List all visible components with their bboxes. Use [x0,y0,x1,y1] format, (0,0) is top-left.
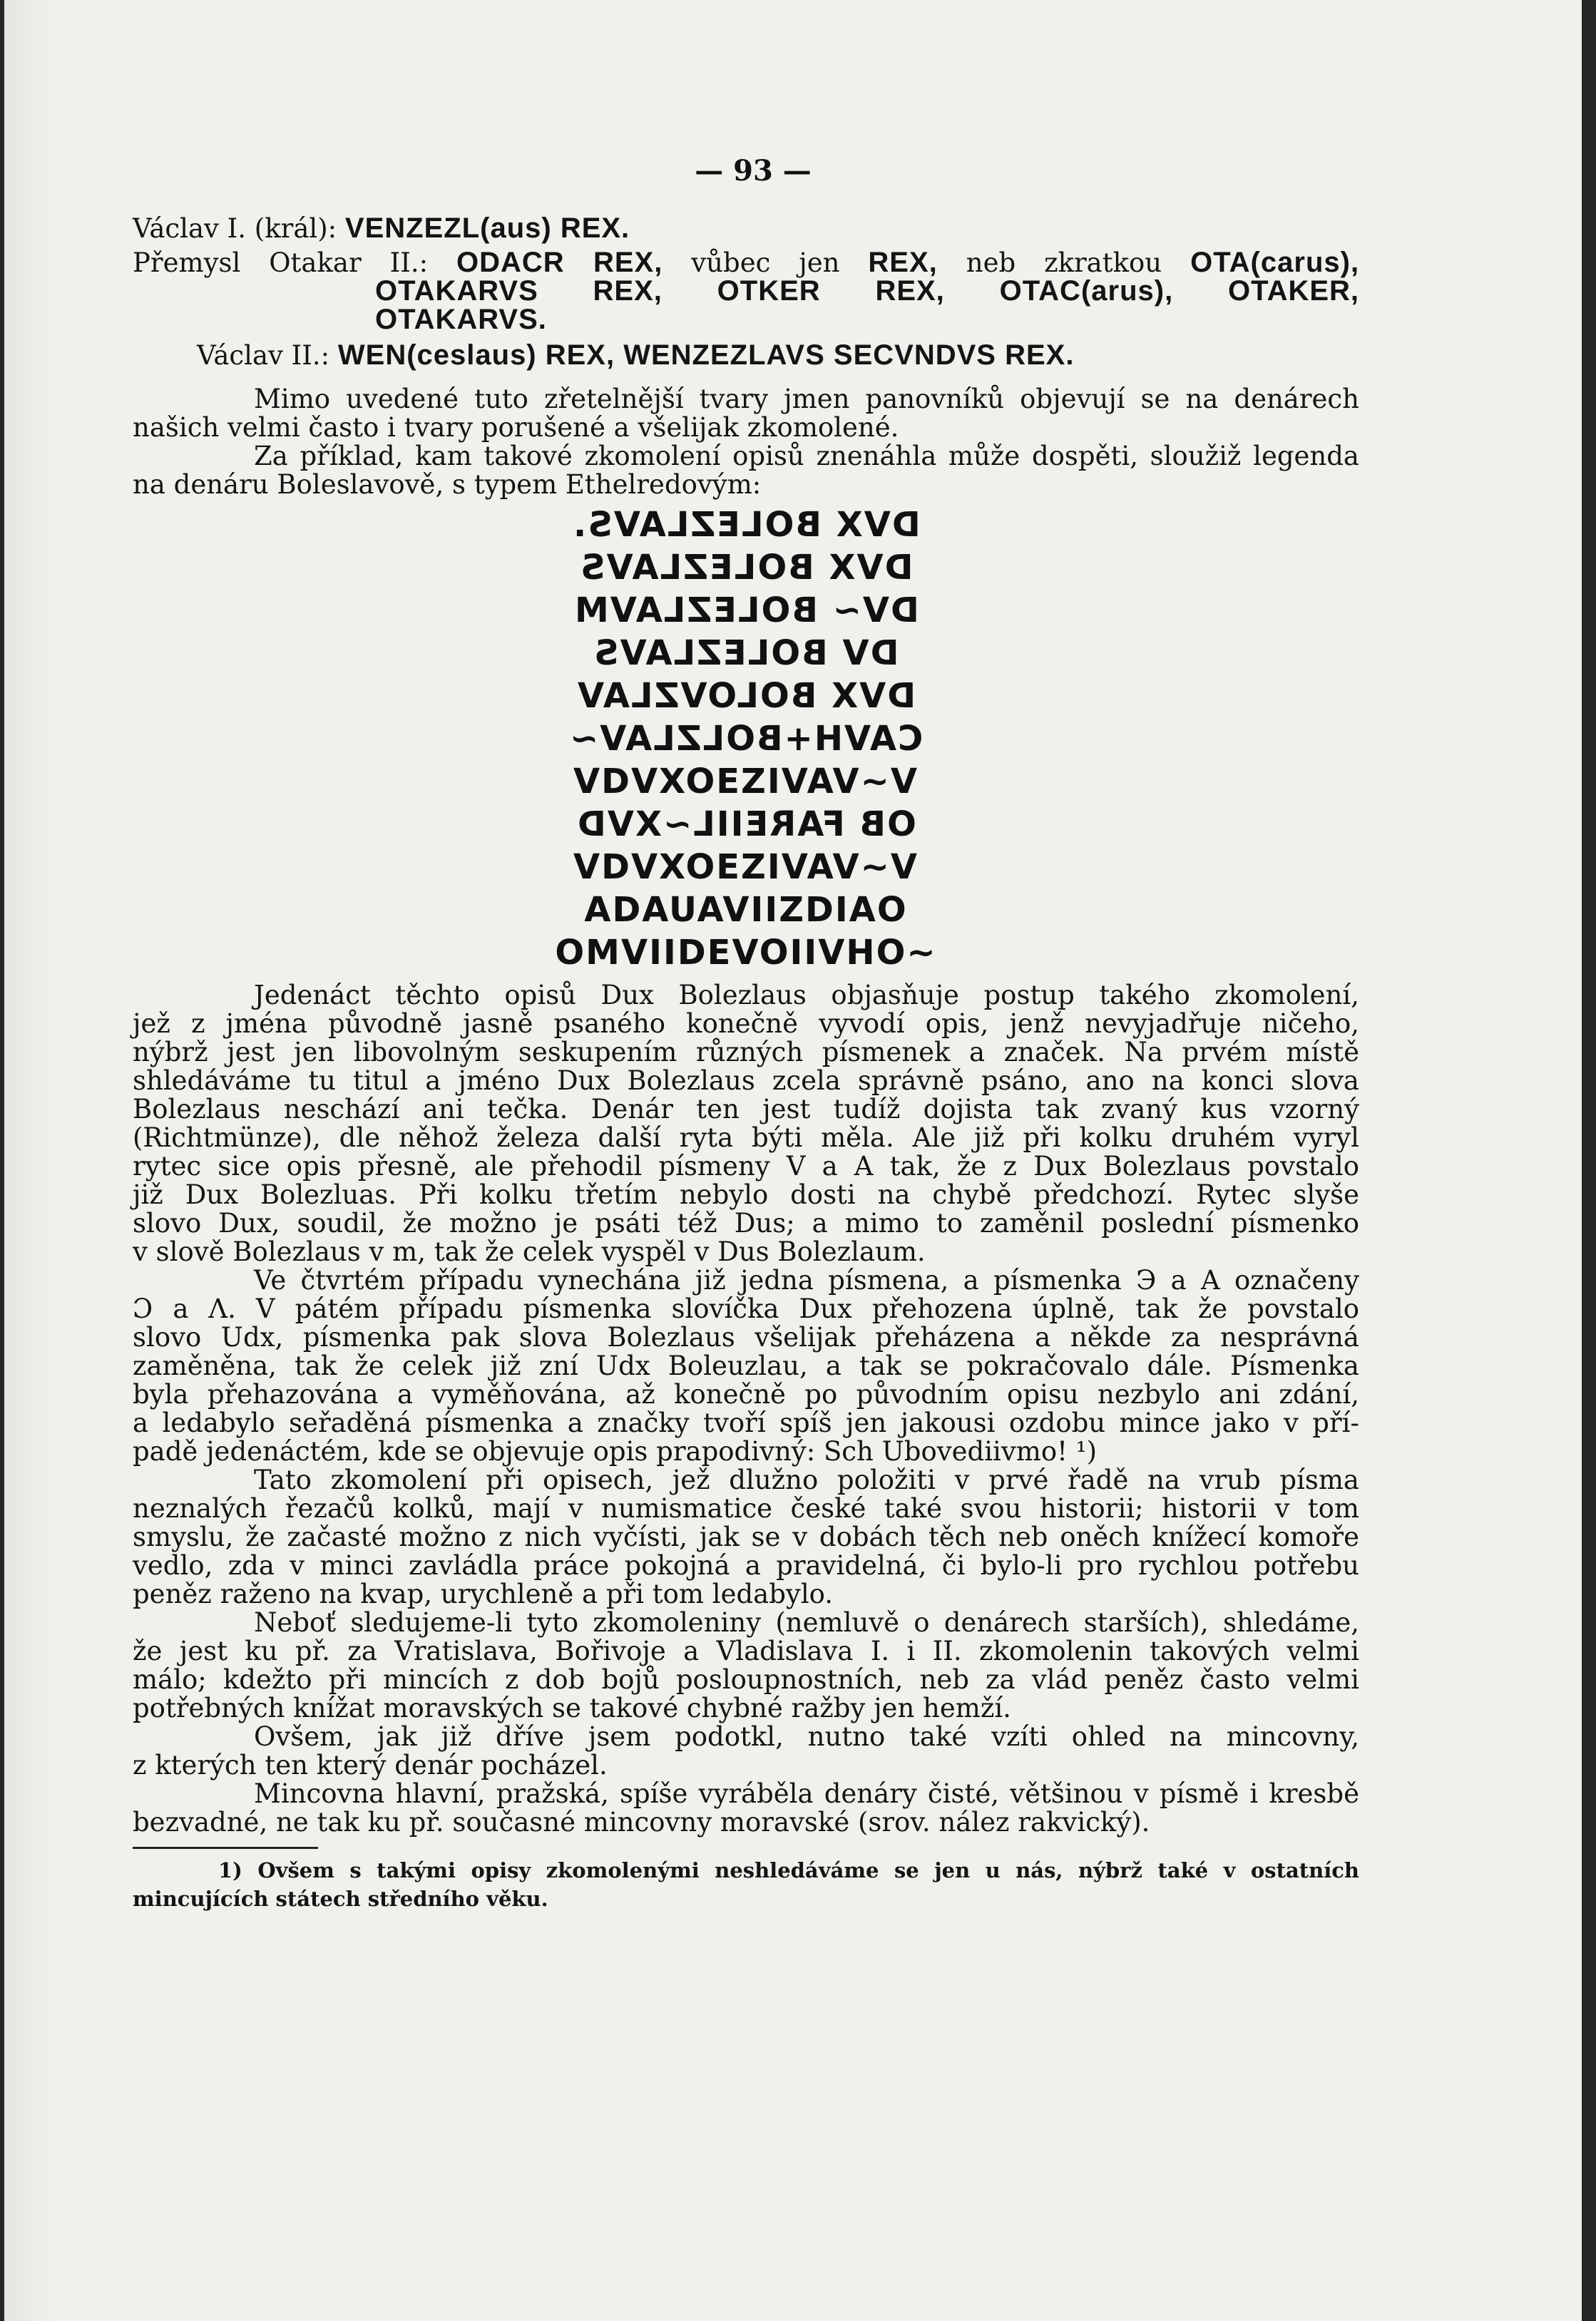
coin-legend-1: DVX BOLEZLAVS. [571,505,921,545]
paragraph-example: Za příklad, kam takové zkomolení opisů znenáhla může dospěti, sloužiž legenda na denáru Boleslavově, s typem Ethelredovým: [133,441,1359,500]
coin-legend-2: DVX BOLEZLAVS [578,548,914,588]
coin-legend-10: ADAUAVIIZDIAO [584,890,908,930]
paragraph-engravers: Tato zkomolení při opisech, jež dlužno položiti v prvé řadě na vrub písma neznalých řezačů kolků, mají v numismatice české také svou historii; historii v tom smyslu, že začasté možno z nich vyčísti, jak se v dobách těch neb oněch knížecí komoře vedlo, zda v minci zavládla práce pokojná a pravidelná, či bylo-li pro rychlou potřebu peněz raženo na kvap, urychleně a při tom ledabylo. [133,1465,1359,1609]
footnote: 1) Ovšem s takými opisy zkomolenými neshledáváme se jen u nás, nýbrž také v ostatních mincujících státech středního věku. [133,1858,1359,1911]
paragraph-fourth-case: Ve čtvrtém případu vynechána již jedna písmena, a písmenka Э a A označeny Ɔ a Λ. V pátém případu písmenka slovíčka Dux přehozena úplně, tak že povstalo slovo Udx, písmenka pak slova Bolezlaus všelijak přeházena a někde za nesprávná zaměněna, tak že celek již zní Udx Boleuzlau, a tak se pokračovalo dále. Písmenka byla přehazována a vyměňována, až konečně po původním opisu nezbylo ani zdání, a ledabylo seřaděná písmenka a značky tvoří spíš jen jakousi ozdobu mince jako v pří- padě jedenáctém, kde se objevuje opis prapodivný: Sch Ubovediivmo! ¹) [133,1265,1359,1467]
page-text [133,214,1359,1913]
coin-legend-7: VDVXOEZIVAV~V [573,762,919,801]
paragraph-prague-mint: Mincovna hlavní, pražská, spíše vyráběla denáry čisté, většinou v písmě i kresbě bezvadné, ne tak ku př. současné mincovny moravské (srov. nález rakvický). [133,1778,1359,1838]
ruler-premysl-legends-end: OTAKARVS. [375,304,547,335]
ruler-legend: VENZEZL(aus) REX. [344,212,630,244]
coin-legend-3: DV~ BOLEZLAVM [573,590,919,630]
coin-legend-4: DV BOLEZLAVS [593,633,899,673]
page-binding-shadow [4,0,54,2321]
ruler-premysl-legends: OTAKARVS REX, OTKER REX, OTAC(arus), OTAKER, [375,275,1360,307]
page-number: — 93 — [695,154,812,188]
coin-legend-list [133,503,1359,974]
paragraph-rulers-comparison: Neboť sledujeme-li tyto zkomoleniny (nemluvě o denárech starších), shledáme, že jest ku př. za Vratislava, Bořivoje a Vladislava I. i II. zkomolenin takových velmi málo; kdežto při mincích z dob bojů posloupnostních, neb za vlád peněz často velmi potřebných knížat moravských se takové chybné ražby jen hemží. [133,1607,1359,1723]
paragraph-mints: Ovšem, jak již dříve jsem podotkl, nutno také vzíti ohled na mincovny, z kterých ten který denár pocházel. [133,1721,1359,1781]
ruler-vaclav-ii: Václav II.: WEN(ceslaus) REX, WENZEZLAVS SECVNDVS REX. [197,339,1075,371]
paragraph-eleven-legends: Jedenáct těchto opisů Dux Bolezlaus objasňuje postup takého zkomolení, jež z jména původně jasně psaného konečně vyvodí opis, jenž nevyjadřuje ničeho, nýbrž jest jen libovolným seskupením různých písmenek a značek. Na prvém místě shledáváme tu titul a jméno Dux Bolezlaus zcela správně psáno, ano na konci slova Bolezlaus neschází ani tečka. Denár ten jest tudíž dojista tak zvaný kus vzorný (Richtmünze), dle něhož železa další ryta býti měla. Ale již při kolku druhém vyryl rytec sice opis přesně, ale přehodil písmeny V a A tak, že z Dux Bolezlaus povstalo již Dux Bolezluas. Při kolku třetím nebylo dosti na chybě předchozí. Rytec slyše slovo Dux, soudil, že možno je psáti též Dus; a mimo to zaměnil poslední písmenko v slově Bolezlaus v m, tak že celek vyspěl v Dus Bolezlaum. [133,980,1359,1267]
paragraph-intro: Mimo uvedené tuto zřetelnější tvary jmen panovníků objevují se na denárech našich velmi často i tvary porušené a všelijak zkomolené. [133,384,1359,443]
coin-legend-9: VDVXOEZIVAV~V [573,847,919,887]
coin-legend-11: OMVIIDEVOIIVHO~ [555,933,937,973]
coin-legend-8: OB FAREIIL~XVD [576,804,916,844]
coin-legend-5: DVX BOLOVZLAV [576,676,916,716]
coin-legend-6: CAVH+BOLZLAV~ [568,719,924,759]
book-page [4,0,1582,2321]
footnote-separator [133,1847,318,1849]
ruler-premysl-otakar-ii: Přemysl Otakar II.: ODACR REX, vůbec jen REX, neb zkratkou OTA(carus), [133,247,1360,278]
ruler-vaclav-i: Václav I. (král): VENZEZL(aus) REX. [133,212,630,244]
